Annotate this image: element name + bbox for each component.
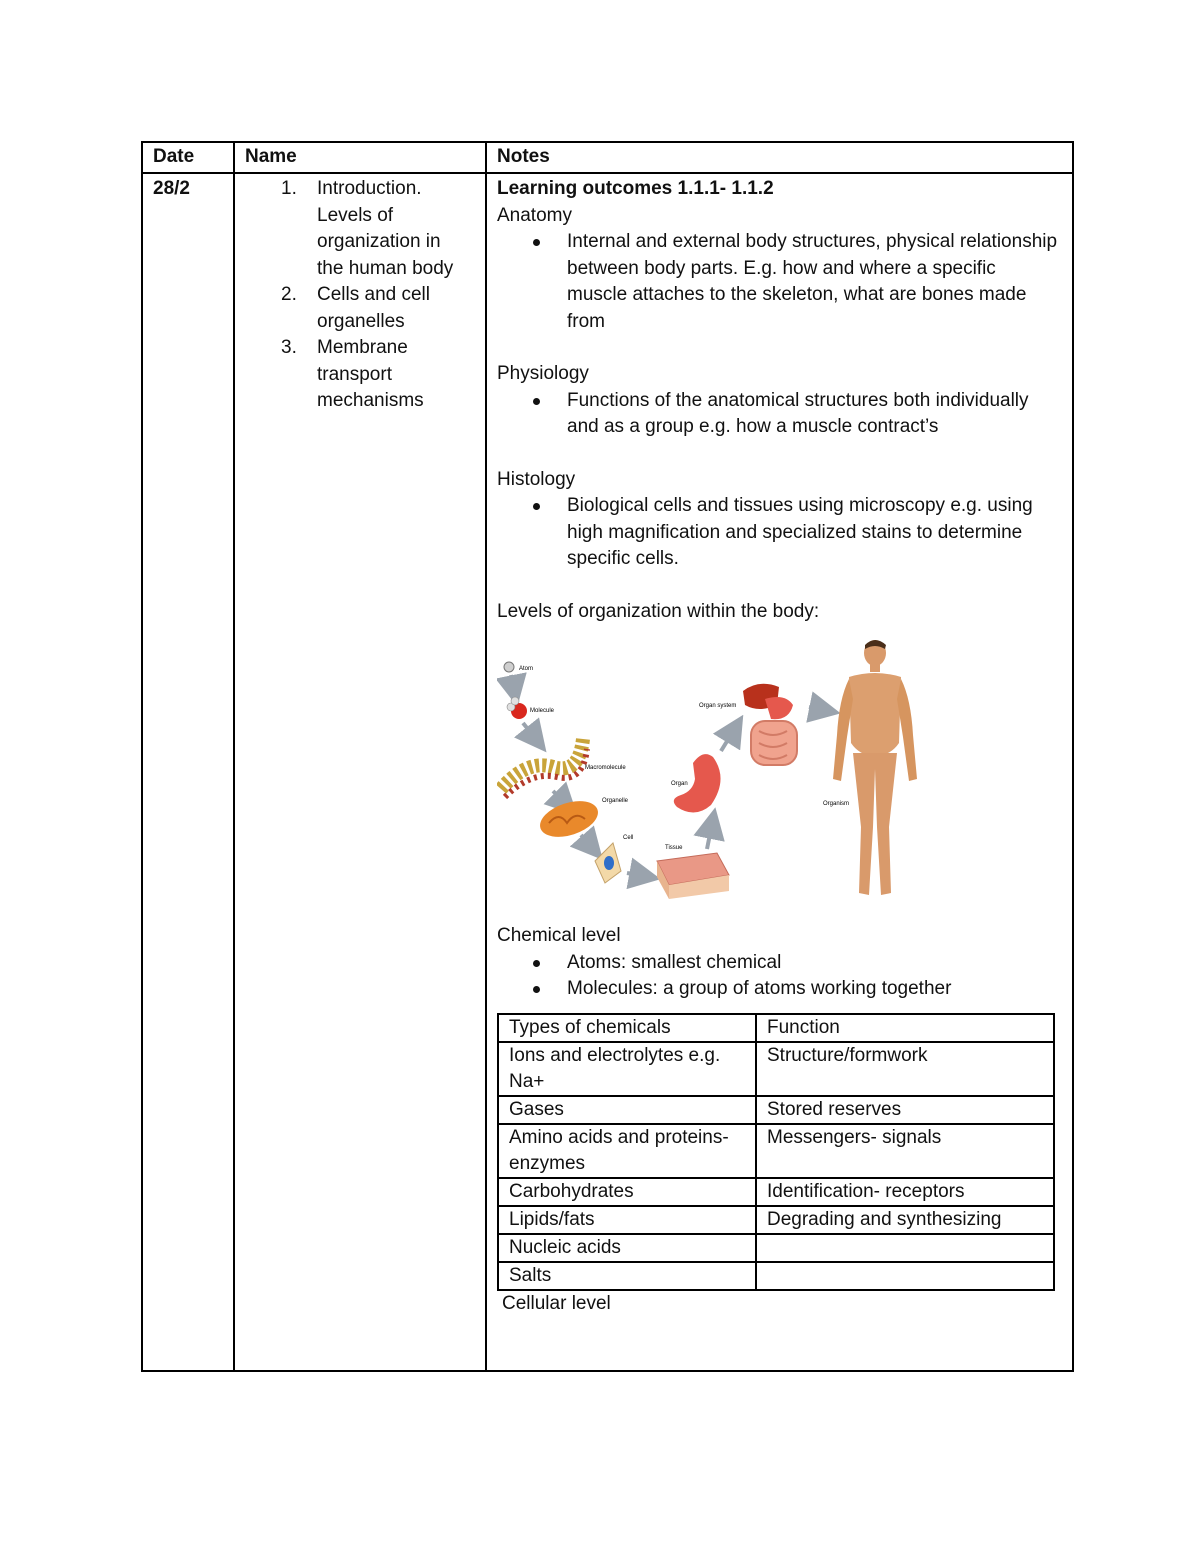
table-row xyxy=(498,1178,1054,1206)
list-item xyxy=(275,282,467,335)
organ-system-icon xyxy=(743,684,797,765)
chemical-heading: Chemical level xyxy=(497,925,621,946)
table-row xyxy=(498,1096,1054,1124)
table-cell: Nucleic acids xyxy=(498,1234,756,1262)
topic-list xyxy=(235,174,485,415)
label-organ-system: Organ system xyxy=(699,703,737,709)
macromolecule-icon xyxy=(501,739,587,797)
organism-icon xyxy=(833,640,917,895)
table-cell: Lipids/fats xyxy=(498,1206,756,1234)
table-cell: Ions and electrolytes e.g. Na+ xyxy=(498,1042,756,1096)
tissue-icon xyxy=(657,853,729,899)
table-cell: Salts xyxy=(498,1262,756,1290)
table-cell xyxy=(756,1234,1054,1262)
date-value: 28/2 xyxy=(153,178,190,199)
anatomy-bullets xyxy=(497,229,1060,335)
table-cell: Amino acids and proteins- enzymes xyxy=(498,1124,756,1178)
bullet-item: Atoms: smallest chemical xyxy=(567,950,1060,977)
header-date: Date xyxy=(142,142,234,173)
header-name: Name xyxy=(234,142,486,173)
notes-body xyxy=(487,174,1072,1317)
learning-outcomes: Learning outcomes 1.1.1- 1.1.2 xyxy=(497,178,774,199)
list-number: 1. xyxy=(281,178,297,199)
table-row xyxy=(498,1234,1054,1262)
list-number: 3. xyxy=(281,337,297,358)
table-header-row xyxy=(498,1014,1054,1042)
name-cell xyxy=(234,173,486,1371)
notes-table xyxy=(141,141,1074,1372)
label-molecule: Molecule xyxy=(530,708,555,714)
list-number: 2. xyxy=(281,284,297,305)
header-function: Function xyxy=(756,1014,1054,1042)
table-cell: Gases xyxy=(498,1096,756,1124)
table-cell xyxy=(756,1262,1054,1290)
table-row xyxy=(498,1206,1054,1234)
header-notes: Notes xyxy=(486,142,1073,173)
table-row xyxy=(498,1124,1054,1178)
molecule-icon xyxy=(507,697,527,719)
table-cell: Carbohydrates xyxy=(498,1178,756,1206)
atom-icon xyxy=(504,662,514,672)
list-text: Cells and cell organelles xyxy=(317,284,430,332)
label-organelle: Organelle xyxy=(602,798,629,804)
table-cell: Degrading and synthesizing xyxy=(756,1206,1054,1234)
list-text: Membrane transport mechanisms xyxy=(317,337,424,411)
label-tissue: Tissue xyxy=(665,845,683,851)
label-cell: Cell xyxy=(623,835,634,841)
bullet-item: Molecules: a group of atoms working together xyxy=(567,976,1060,1003)
levels-heading: Levels of organization within the body: xyxy=(497,600,820,622)
cellular-heading: Cellular level xyxy=(502,1292,611,1314)
physiology-bullets xyxy=(497,388,1060,441)
table-row xyxy=(498,1262,1054,1290)
physiology-heading: Physiology xyxy=(497,363,589,384)
chemical-bullets xyxy=(497,950,1060,1003)
histology-bullets xyxy=(497,493,1060,573)
organelle-icon xyxy=(536,795,603,844)
bullet-item: Biological cells and tissues using microscopy e.g. using high magnification and specialized stains to determine specific cells. xyxy=(567,493,1060,573)
chemicals-table xyxy=(497,1013,1055,1291)
label-organism: Organism xyxy=(823,801,850,807)
list-item xyxy=(275,335,467,415)
anatomy-heading: Anatomy xyxy=(497,204,572,226)
notes-cell xyxy=(486,173,1073,1371)
date-cell xyxy=(142,173,234,1371)
cell-icon xyxy=(595,843,621,883)
list-item xyxy=(275,176,467,282)
label-atom: Atom xyxy=(519,666,534,672)
bullet-item: Internal and external body structures, physical relationship between body parts. E.g. how and where a specific muscle attaches to the skeleton, what are bones made from xyxy=(567,229,1060,335)
list-text: Introduction. Levels of organization in the human body xyxy=(317,178,454,279)
header-types: Types of chemicals xyxy=(498,1014,756,1042)
table-cell: Structure/formwork xyxy=(756,1042,1054,1096)
table-cell: Messengers- signals xyxy=(756,1124,1054,1178)
header-row xyxy=(142,142,1073,173)
bullet-item: Functions of the anatomical structures both individually and as a group e.g. how a muscle contract’s xyxy=(567,388,1060,441)
label-organ: Organ xyxy=(671,781,688,787)
levels-of-organization-figure xyxy=(497,639,937,909)
table-cell: Identification- receptors xyxy=(756,1178,1054,1206)
table-cell: Stored reserves xyxy=(756,1096,1054,1124)
table-row xyxy=(498,1042,1054,1096)
organization-illustration xyxy=(497,639,937,909)
table-row xyxy=(142,173,1073,1371)
histology-heading: Histology xyxy=(497,468,576,490)
label-macromolecule: Macromolecule xyxy=(585,765,626,771)
